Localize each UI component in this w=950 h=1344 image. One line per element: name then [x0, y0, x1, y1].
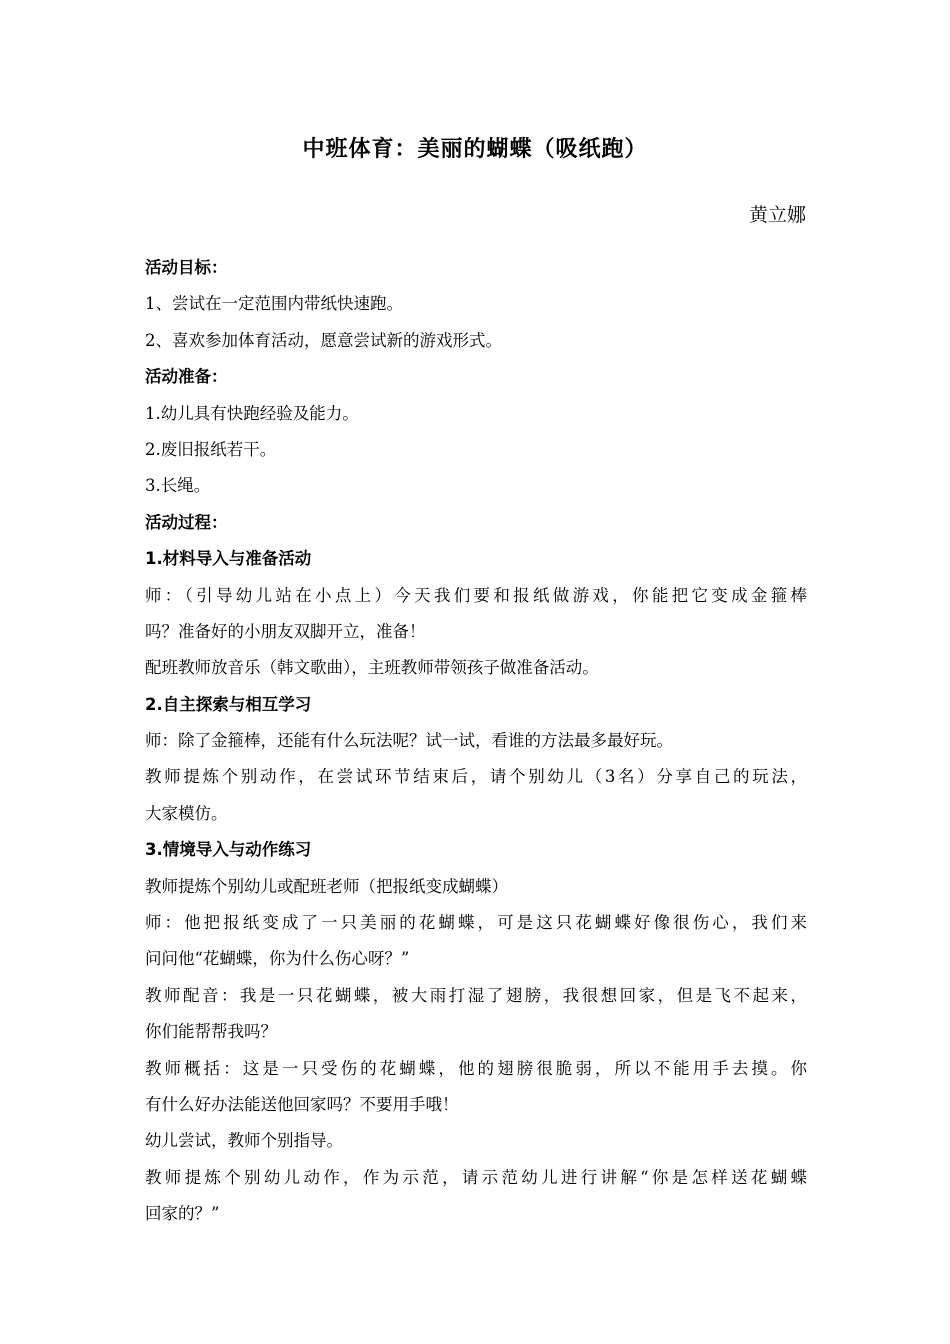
body-text-line: 3.长绳。	[145, 476, 211, 496]
body-text-line: 教师概括：这是一只受伤的花蝴蝶，他的翅膀很脆弱，所以不能用手去摸。你	[145, 1058, 807, 1078]
body-text-line: 2、喜欢参加体育活动，愿意尝试新的游戏形式。	[145, 330, 502, 350]
section-heading: 活动准备：	[145, 367, 228, 387]
body-text-line: 教师配音：我是一只花蝴蝶，被大雨打湿了翅膀，我很想回家，但是飞不起来，	[145, 985, 807, 1005]
body-text-line: 幼儿尝试，教师个别指导。	[145, 1131, 343, 1151]
body-text-line: 师：除了金箍棒，还能有什么玩法呢？试一试，看谁的方法最多最好玩。	[145, 731, 673, 751]
body-text-line: 教师提炼个别幼儿或配班老师（把报纸变成蝴蝶）	[145, 876, 508, 896]
body-text-line: 吗？准备好的小朋友双脚开立，准备！	[145, 621, 426, 641]
body-text-line: 教师提炼个别幼儿动作，作为示范，请示范幼儿进行讲解“你是怎样送花蝴蝶	[145, 1167, 807, 1187]
section-heading: 活动过程：	[145, 512, 228, 532]
body-text-line: 师：他把报纸变成了一只美丽的花蝴蝶，可是这只花蝴蝶好像很伤心，我们来	[145, 913, 807, 933]
section-heading: 3.情境导入与动作练习	[145, 840, 312, 860]
document-title: 中班体育：美丽的蝴蝶（吸纸跑）	[302, 137, 648, 162]
section-heading: 活动目标：	[145, 258, 228, 277]
body-text-line: 回家的？”	[145, 1204, 220, 1224]
body-text-line: 教师提炼个别动作，在尝试环节结束后，请个别幼儿（3名）分享自己的玩法，	[145, 767, 807, 787]
body-text-line: 大家模仿。	[145, 803, 228, 823]
section-heading: 2.自主探索与相互学习	[145, 694, 312, 714]
body-text-line: 你们能帮帮我吗？	[145, 1022, 277, 1042]
body-text-line: 问问他“花蝴蝶，你为什么伤心呀？”	[145, 949, 410, 969]
body-text-line: 1.幼儿具有快跑经验及能力。	[145, 403, 359, 423]
body-text-line: 2.废旧报纸若干。	[145, 439, 277, 459]
body-text-line: 有什么好办法能送他回家吗？不要用手哦！	[145, 1094, 459, 1114]
author-name: 黄立娜	[748, 204, 806, 226]
section-heading: 1.材料导入与准备活动	[145, 549, 312, 569]
document-body	[145, 250, 807, 1233]
body-text-line: 1、尝试在一定范围内带纸快速跑。	[145, 294, 403, 314]
body-text-line: 配班教师放音乐（韩文歌曲），主班教师带领孩子做准备活动。	[145, 658, 599, 678]
body-text-line: 师：（引导幼儿站在小点上）今天我们要和报纸做游戏，你能把它变成金箍棒	[145, 585, 807, 605]
